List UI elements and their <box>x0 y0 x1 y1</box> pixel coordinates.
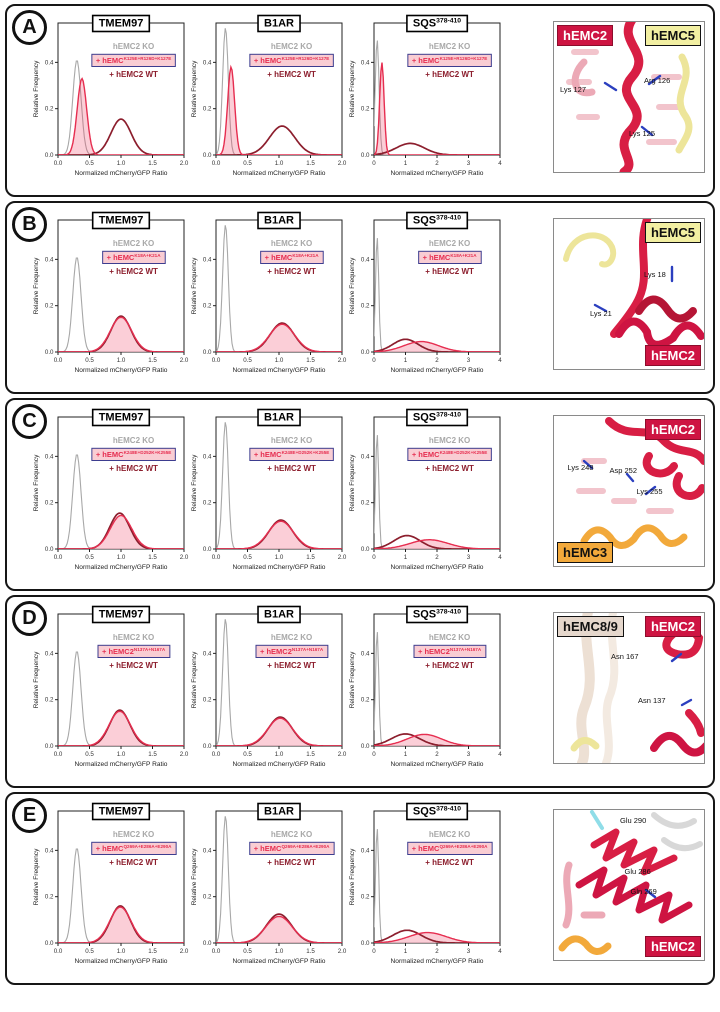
y-axis-label: Relative Frequency <box>349 651 356 709</box>
x-tick-label: 0 <box>372 948 376 955</box>
y-tick-label: 0.0 <box>202 152 212 159</box>
x-tick-label: 2.0 <box>179 357 189 364</box>
x-tick-label: 0.0 <box>53 751 63 758</box>
x-tick-label: 0.5 <box>243 751 252 758</box>
density-plot-tmem97 <box>31 795 189 983</box>
y-tick-label: 0.0 <box>202 349 212 356</box>
chart-svg <box>189 401 347 589</box>
y-axis-label: Relative Frequency <box>349 848 356 906</box>
chart-title: TMEM97 <box>98 411 144 424</box>
residue-label: Asn 137 <box>638 695 666 705</box>
structure-view-emc2 <box>553 809 705 961</box>
legend-mutant: + hEMC$^{K125E+R126D+K127E}$ <box>95 55 172 65</box>
chart-svg <box>347 7 505 195</box>
y-tick-label: 0.2 <box>360 893 370 901</box>
protein-label-hemc2: hEMC2 <box>645 616 701 637</box>
x-tick-label: 1.5 <box>306 554 315 561</box>
x-tick-label: 1.5 <box>148 357 157 364</box>
x-tick-label: 3 <box>466 554 471 561</box>
x-tick-label: 2.0 <box>179 554 189 561</box>
legend-wt: + hEMC2 WT <box>425 464 474 473</box>
panel-letter-b: B <box>12 207 47 242</box>
y-tick-label: 0.2 <box>44 302 54 310</box>
x-tick-label: 0.0 <box>211 554 221 561</box>
x-tick-label: 1.5 <box>306 751 315 758</box>
density-plot-b1ar <box>189 204 347 392</box>
y-tick-label: 0.0 <box>360 546 370 553</box>
legend-wt: + hEMC2 WT <box>425 70 474 79</box>
density-plot-tmem97 <box>31 7 189 195</box>
y-tick-label: 0.4 <box>360 453 370 461</box>
x-tick-label: 0.5 <box>243 948 252 955</box>
chart-svg <box>347 795 505 983</box>
chart-title: TMEM97 <box>98 608 144 621</box>
x-tick-label: 2.0 <box>337 751 347 758</box>
y-tick-label: 0.2 <box>202 893 212 901</box>
y-tick-label: 0.2 <box>360 105 370 113</box>
x-tick-label: 2.0 <box>337 554 347 561</box>
x-tick-label: 2 <box>435 357 439 364</box>
x-tick-label: 0.5 <box>243 554 252 561</box>
protein-label-hemc5: hEMC5 <box>645 222 701 243</box>
x-axis-label: Normalized mCherry/GFP Ratio <box>74 564 168 571</box>
x-tick-label: 1.5 <box>306 948 315 955</box>
density-plot-tmem97 <box>31 204 189 392</box>
x-tick-label: 1.0 <box>274 948 284 955</box>
legend-ko: hEMC2 KO <box>112 42 155 51</box>
y-axis-label: Relative Frequency <box>191 60 198 118</box>
legend-ko: hEMC2 KO <box>270 436 313 445</box>
y-tick-label: 0.0 <box>360 940 370 947</box>
chart-title: SQS$^{378-410}$ <box>412 608 462 621</box>
x-axis-label: Normalized mCherry/GFP Ratio <box>390 564 484 571</box>
x-axis-label: Normalized mCherry/GFP Ratio <box>390 367 484 374</box>
x-tick-label: 1 <box>403 554 408 561</box>
legend-wt: + hEMC2 WT <box>267 858 316 867</box>
x-tick-label: 1 <box>403 160 408 167</box>
chart-title: SQS$^{378-410}$ <box>412 411 462 424</box>
legend-mutant: + hEMC$^{Q269A+E286A+E290A}$ <box>95 843 172 853</box>
panel-a <box>5 4 715 197</box>
multi-panel-figure <box>0 4 720 1012</box>
density-plot-sqs <box>347 795 505 983</box>
x-tick-label: 4 <box>498 751 502 758</box>
x-tick-label: 4 <box>498 357 502 364</box>
residue-label: Asp 252 <box>609 465 638 475</box>
residue-label: Gln 269 <box>630 886 657 896</box>
residue-label: Lys 127 <box>560 85 586 94</box>
x-tick-label: 3 <box>466 160 471 167</box>
y-tick-label: 0.2 <box>44 893 54 901</box>
y-axis-label: Relative Frequency <box>33 848 40 906</box>
x-tick-label: 0.0 <box>53 554 63 561</box>
chart-title: B1AR <box>264 608 294 621</box>
legend-ko: hEMC2 KO <box>270 830 313 839</box>
y-tick-label: 0.0 <box>44 349 54 356</box>
x-tick-label: 3 <box>466 948 471 955</box>
y-tick-label: 0.4 <box>360 256 370 264</box>
x-tick-label: 0.5 <box>85 554 94 561</box>
x-tick-label: 2.0 <box>179 948 189 955</box>
x-tick-label: 2 <box>435 948 439 955</box>
x-axis-label: Normalized mCherry/GFP Ratio <box>74 761 168 768</box>
y-tick-label: 0.4 <box>202 256 212 264</box>
panel-letter-c: C <box>12 404 47 439</box>
x-tick-label: 0.0 <box>53 160 63 167</box>
x-tick-label: 0 <box>372 554 376 561</box>
x-tick-label: 0.5 <box>85 160 94 167</box>
chart-title: SQS$^{378-410}$ <box>412 17 462 30</box>
panel-letter-d: D <box>12 601 47 636</box>
chart-svg <box>347 204 505 392</box>
x-axis-label: Normalized mCherry/GFP Ratio <box>232 367 326 374</box>
y-tick-label: 0.4 <box>44 256 54 264</box>
legend-wt: + hEMC2 WT <box>425 267 474 276</box>
y-tick-label: 0.0 <box>202 940 212 947</box>
x-tick-label: 2.0 <box>179 160 189 167</box>
x-tick-label: 0.5 <box>85 751 94 758</box>
density-plot-b1ar <box>189 7 347 195</box>
x-axis-label: Normalized mCherry/GFP Ratio <box>232 958 326 965</box>
legend-mutant: + hEMC$^{K248E+D252K+K255E}$ <box>95 449 172 459</box>
y-axis-label: Relative Frequency <box>33 651 40 709</box>
legend-mutant: + hEMC$^{K18A+K21A}$ <box>106 252 161 262</box>
legend-ko: hEMC2 KO <box>270 239 313 248</box>
x-tick-label: 1.0 <box>116 751 126 758</box>
y-tick-label: 0.4 <box>44 59 54 67</box>
legend-ko: hEMC2 KO <box>270 633 313 642</box>
residue-label: Glu 290 <box>620 816 647 825</box>
chart-title: TMEM97 <box>98 17 144 30</box>
protein-label-hemc2: hEMC2 <box>645 419 701 440</box>
legend-ko: hEMC2 KO <box>428 633 471 642</box>
panel-b <box>5 201 715 394</box>
y-tick-label: 0.2 <box>44 696 54 704</box>
x-tick-label: 0.5 <box>85 357 94 364</box>
legend-mutant: + hEMC$^{K18A+K21A}$ <box>422 252 477 262</box>
x-tick-label: 0.0 <box>211 357 221 364</box>
density-plot-sqs <box>347 401 505 589</box>
y-axis-label: Relative Frequency <box>349 257 356 315</box>
y-axis-label: Relative Frequency <box>33 257 40 315</box>
x-axis-label: Normalized mCherry/GFP Ratio <box>232 170 326 177</box>
legend-wt: + hEMC2 WT <box>425 661 474 670</box>
legend-ko: hEMC2 KO <box>428 830 471 839</box>
x-tick-label: 3 <box>466 751 471 758</box>
legend-mutant: + $hEMC2^{N137A+N167A}$ <box>260 646 324 656</box>
x-tick-label: 1.5 <box>148 554 157 561</box>
x-tick-label: 1 <box>403 357 408 364</box>
x-tick-label: 0.0 <box>211 948 221 955</box>
x-tick-label: 1.0 <box>116 160 126 167</box>
x-axis-label: Normalized mCherry/GFP Ratio <box>232 564 326 571</box>
y-tick-label: 0.0 <box>360 152 370 159</box>
x-tick-label: 2.0 <box>337 357 347 364</box>
y-tick-label: 0.4 <box>202 650 212 658</box>
x-tick-label: 0.0 <box>53 357 63 364</box>
structure-view-emc2-emc5 <box>553 21 705 173</box>
x-tick-label: 2.0 <box>179 751 189 758</box>
residue-label: Lys 21 <box>590 309 612 318</box>
legend-ko: hEMC2 KO <box>112 633 155 642</box>
x-tick-label: 0.5 <box>85 948 94 955</box>
chart-title: TMEM97 <box>98 214 144 227</box>
y-axis-label: Relative Frequency <box>349 454 356 512</box>
chart-title: B1AR <box>264 17 294 30</box>
x-tick-label: 1.5 <box>148 160 157 167</box>
x-tick-label: 1.0 <box>274 357 284 364</box>
y-tick-label: 0.4 <box>360 59 370 67</box>
legend-mutant: + hEMC$^{K18A+K21A}$ <box>264 252 319 262</box>
x-tick-label: 1.0 <box>274 160 284 167</box>
legend-ko: hEMC2 KO <box>112 436 155 445</box>
chart-svg <box>189 204 347 392</box>
legend-ko: hEMC2 KO <box>428 239 471 248</box>
residue-label: Lys 248 <box>567 462 594 472</box>
y-tick-label: 0.0 <box>44 743 54 750</box>
x-axis-label: Normalized mCherry/GFP Ratio <box>74 367 168 374</box>
legend-wt: + hEMC2 WT <box>267 70 316 79</box>
panel-letter-a: A <box>12 10 47 45</box>
y-tick-label: 0.2 <box>44 105 54 113</box>
chart-svg <box>31 401 189 589</box>
legend-mutant: + hEMC$^{K248E+D252K+K255E}$ <box>253 449 330 459</box>
y-tick-label: 0.4 <box>202 847 212 855</box>
x-tick-label: 0.5 <box>243 357 252 364</box>
density-plot-sqs <box>347 598 505 786</box>
chart-title: TMEM97 <box>98 805 144 818</box>
residue-label: Asn 167 <box>611 652 639 661</box>
x-tick-label: 1 <box>403 948 408 955</box>
y-tick-label: 0.2 <box>202 696 212 704</box>
x-tick-label: 1.0 <box>116 357 126 364</box>
density-plot-sqs <box>347 204 505 392</box>
y-axis-label: Relative Frequency <box>191 848 198 906</box>
x-axis-label: Normalized mCherry/GFP Ratio <box>74 170 168 177</box>
legend-mutant: + $hEMC2^{N137A+N167A}$ <box>418 646 482 656</box>
protein-label-hemc3: hEMC3 <box>557 542 613 563</box>
y-tick-label: 0.2 <box>44 499 54 507</box>
legend-wt: + hEMC2 WT <box>267 661 316 670</box>
x-tick-label: 4 <box>498 948 502 955</box>
y-tick-label: 0.0 <box>44 152 54 159</box>
x-axis-label: Normalized mCherry/GFP Ratio <box>390 958 484 965</box>
x-tick-label: 1.5 <box>148 751 157 758</box>
x-tick-label: 3 <box>466 357 471 364</box>
density-plot-b1ar <box>189 401 347 589</box>
x-tick-label: 1.5 <box>148 948 157 955</box>
density-plot-b1ar <box>189 598 347 786</box>
density-plot-tmem97 <box>31 401 189 589</box>
x-tick-label: 4 <box>498 554 502 561</box>
legend-wt: + hEMC2 WT <box>109 267 158 276</box>
x-tick-label: 1.0 <box>274 554 284 561</box>
legend-mutant: + hEMC$^{Q269A+E286A+E290A}$ <box>411 843 488 853</box>
chart-title: B1AR <box>264 805 294 818</box>
structure-view-emc2-emc89 <box>553 612 705 764</box>
x-tick-label: 2 <box>435 554 439 561</box>
x-tick-label: 0.0 <box>211 160 221 167</box>
chart-svg <box>31 7 189 195</box>
y-tick-label: 0.2 <box>360 696 370 704</box>
protein-label-hemc5: hEMC5 <box>645 25 701 46</box>
residue-label: Arg 126 <box>644 76 671 85</box>
x-tick-label: 1 <box>403 751 408 758</box>
legend-wt: + hEMC2 WT <box>109 464 158 473</box>
chart-svg <box>31 795 189 983</box>
x-tick-label: 0.0 <box>211 751 221 758</box>
protein-label-hemc2: hEMC2 <box>645 936 701 957</box>
y-tick-label: 0.0 <box>202 743 212 750</box>
x-tick-label: 2 <box>435 160 439 167</box>
legend-mutant: + hEMC$^{K125E+R126D+K127E}$ <box>411 55 488 65</box>
chart-svg <box>189 598 347 786</box>
protein-label-hemc2: hEMC2 <box>645 345 701 366</box>
legend-ko: hEMC2 KO <box>428 42 471 51</box>
x-axis-label: Normalized mCherry/GFP Ratio <box>74 958 168 965</box>
chart-title: SQS$^{378-410}$ <box>412 805 462 818</box>
legend-ko: hEMC2 KO <box>428 436 471 445</box>
y-axis-label: Relative Frequency <box>191 454 198 512</box>
chart-title: B1AR <box>264 214 294 227</box>
density-plot-sqs <box>347 7 505 195</box>
chart-svg <box>347 401 505 589</box>
panel-c <box>5 398 715 591</box>
x-axis-label: Normalized mCherry/GFP Ratio <box>390 170 484 177</box>
chart-title: SQS$^{378-410}$ <box>412 214 462 227</box>
y-tick-label: 0.4 <box>360 847 370 855</box>
y-axis-label: Relative Frequency <box>191 651 198 709</box>
x-axis-label: Normalized mCherry/GFP Ratio <box>390 761 484 768</box>
y-tick-label: 0.4 <box>202 59 212 67</box>
legend-wt: + hEMC2 WT <box>425 858 474 867</box>
y-tick-label: 0.4 <box>44 847 54 855</box>
legend-wt: + hEMC2 WT <box>267 464 316 473</box>
density-plot-tmem97 <box>31 598 189 786</box>
legend-ko: hEMC2 KO <box>112 830 155 839</box>
density-plot-b1ar <box>189 795 347 983</box>
y-tick-label: 0.4 <box>360 650 370 658</box>
y-tick-label: 0.4 <box>202 453 212 461</box>
x-tick-label: 1.0 <box>116 948 126 955</box>
legend-mutant: + hEMC$^{K125E+R126D+K127E}$ <box>253 55 330 65</box>
chart-svg <box>31 204 189 392</box>
x-tick-label: 0.5 <box>243 160 252 167</box>
chart-svg <box>189 795 347 983</box>
y-tick-label: 0.0 <box>202 546 212 553</box>
x-tick-label: 0 <box>372 160 376 167</box>
chart-svg <box>347 598 505 786</box>
legend-ko: hEMC2 KO <box>112 239 155 248</box>
legend-wt: + hEMC2 WT <box>109 858 158 867</box>
legend-wt: + hEMC2 WT <box>109 70 158 79</box>
y-tick-label: 0.0 <box>360 349 370 356</box>
x-tick-label: 1.0 <box>116 554 126 561</box>
residue-label: Lys 125 <box>629 128 655 138</box>
legend-ko: hEMC2 KO <box>270 42 313 51</box>
x-tick-label: 2.0 <box>337 160 347 167</box>
x-tick-label: 1.5 <box>306 160 315 167</box>
legend-wt: + hEMC2 WT <box>109 661 158 670</box>
x-axis-label: Normalized mCherry/GFP Ratio <box>232 761 326 768</box>
y-tick-label: 0.2 <box>360 302 370 310</box>
y-tick-label: 0.2 <box>202 302 212 310</box>
y-tick-label: 0.2 <box>202 499 212 507</box>
panel-letter-e: E <box>12 798 47 833</box>
y-axis-label: Relative Frequency <box>191 257 198 315</box>
y-tick-label: 0.4 <box>44 453 54 461</box>
x-tick-label: 0 <box>372 357 376 364</box>
residue-label: Lys 18 <box>644 270 666 279</box>
structure-view-emc2-emc3 <box>553 415 705 567</box>
chart-svg <box>189 7 347 195</box>
x-tick-label: 1.0 <box>274 751 284 758</box>
legend-mutant: + hEMC$^{Q269A+E286A+E290A}$ <box>253 843 330 853</box>
protein-label-hemc2: hEMC2 <box>557 25 613 46</box>
legend-mutant: + $hEMC2^{N137A+N167A}$ <box>102 646 166 656</box>
y-tick-label: 0.0 <box>44 940 54 947</box>
x-tick-label: 4 <box>498 160 502 167</box>
y-axis-label: Relative Frequency <box>33 60 40 118</box>
x-tick-label: 1.5 <box>306 357 315 364</box>
y-tick-label: 0.2 <box>360 499 370 507</box>
y-tick-label: 0.0 <box>44 546 54 553</box>
x-tick-label: 0 <box>372 751 376 758</box>
panel-d <box>5 595 715 788</box>
chart-title: B1AR <box>264 411 294 424</box>
y-axis-label: Relative Frequency <box>33 454 40 512</box>
panel-e <box>5 792 715 985</box>
y-tick-label: 0.4 <box>44 650 54 658</box>
y-axis-label: Relative Frequency <box>349 60 356 118</box>
y-tick-label: 0.2 <box>202 105 212 113</box>
y-tick-label: 0.0 <box>360 743 370 750</box>
structure-view-emc2-emc5 <box>553 218 705 370</box>
protein-label-hemc89: hEMC8/9 <box>557 616 624 637</box>
legend-wt: + hEMC2 WT <box>267 267 316 276</box>
residue-label: Lys 255 <box>636 486 663 496</box>
x-tick-label: 2 <box>435 751 439 758</box>
legend-mutant: + hEMC$^{K248E+D252K+K255E}$ <box>411 449 488 459</box>
residue-label: Glu 286 <box>624 867 651 876</box>
x-tick-label: 0.0 <box>53 948 63 955</box>
x-tick-label: 2.0 <box>337 948 347 955</box>
chart-svg <box>31 598 189 786</box>
